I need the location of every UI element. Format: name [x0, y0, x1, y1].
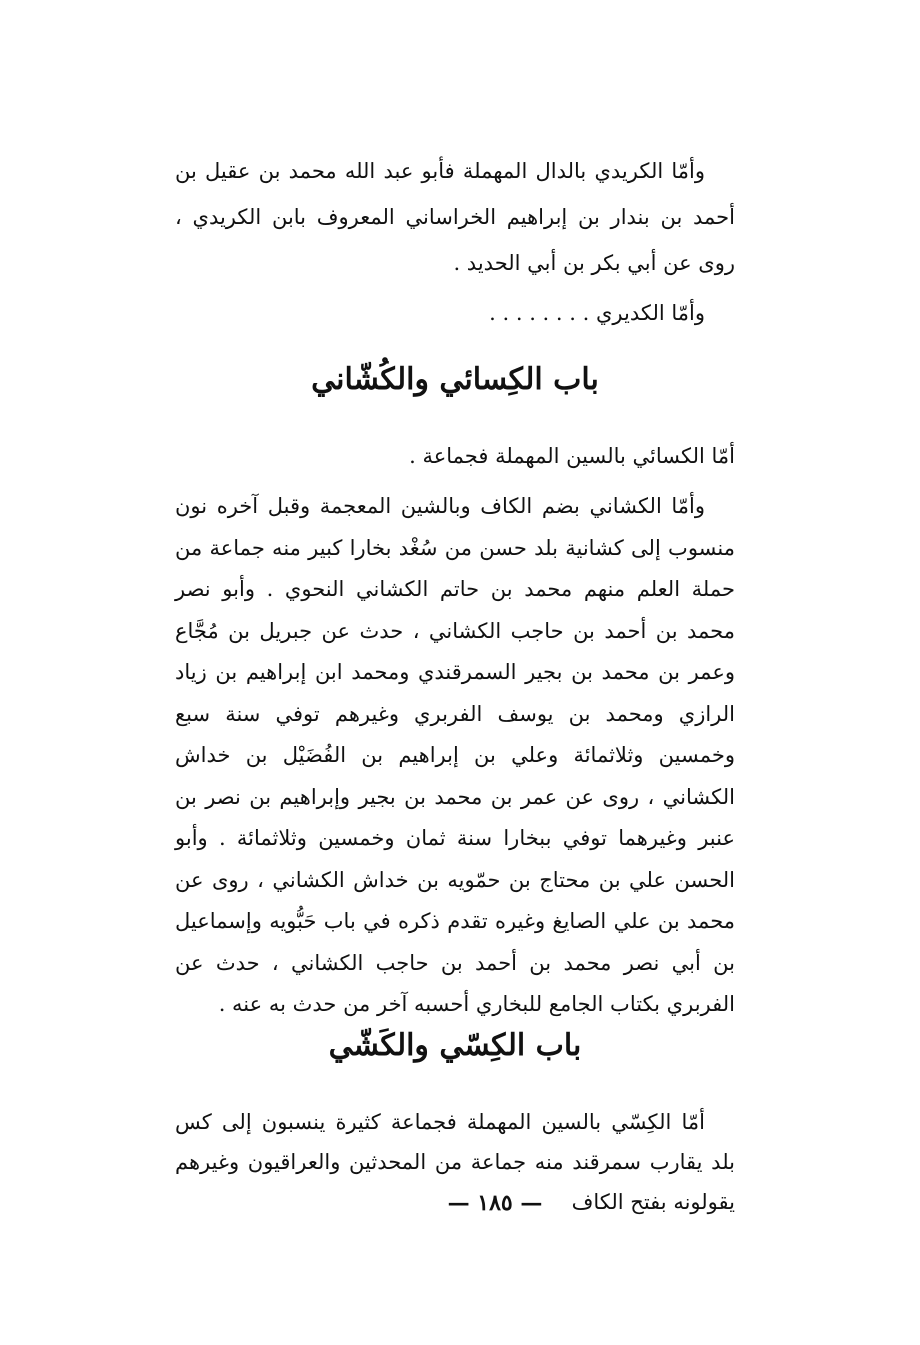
- paragraph-kisai: أمّا الكسائي بالسين المهملة فجماعة .: [409, 444, 735, 468]
- kudayri-text: وأمّا الكديري: [595, 301, 705, 325]
- section-heading-kissi: باب الكِسّي والكَشّي: [328, 1028, 582, 1063]
- top-section: [175, 148, 735, 336]
- section-heading-kisai: باب الكِسائي والكُشّاني: [311, 362, 599, 397]
- paragraph-kudayri: [175, 290, 735, 336]
- paragraph-kissi: أمّا الكِسّي بالسين المهملة فجماعة كثيرة ينسبون إلى كس بلد يقارب سمرقند منه جماعة من المحدثين والعراقيون وغيرهم يقولونه بفتح الكاف: [175, 1110, 735, 1214]
- page-number: — ١٨٥ —: [447, 1190, 543, 1216]
- paragraph-kuraydi: وأمّا الكريدي بالدال المهملة فأبو عبد الله محمد بن عقيل بن أحمد بن بندار بن إبراهيم الخراساني المعروف بابن الكريدي ، روى عن أبي بكر بن أبي الحديد .: [175, 159, 735, 275]
- kushani-section: [175, 486, 735, 1026]
- ellipsis-dots: . . . . . . . .: [489, 301, 590, 325]
- kisai-intro-section: [175, 436, 735, 476]
- paragraph-kushani: وأمّا الكشاني بضم الكاف وبالشين المعجمة وقبل آخره نون منسوب إلى كشانية بلد حسن من سُغْد بخارا كبير منه جماعة من حملة العلم منهم محمد بن حاتم الكشاني النحوي . وأبو نصر محمد بن أحمد بن حاجب الكشاني ، حدث عن جبريل بن مُجَّاع وعمر بن محمد بن بجير السمرقندي ومحمد ابن إبراهيم بن زياد الرازي ومحمد بن يوسف الفربري وغيرهم توفي سنة سبع وخمسين وثلاثمائة وعلي بن إبراهيم بن الفُضَيْل بن خداش الكشاني ، روى عن عمر بن محمد بن بجير وإبراهيم بن نصر بن عنبر وغيرهما توفي ببخارا سنة ثمان وخمسين وثلاثمائة . وأبو الحسن علي بن محتاج بن حمّويه بن خداش الكشاني ، روى عن محمد بن علي الصايغ وغيره تقدم ذكره في باب حَبُّويه وإسماعيل بن أبي نصر محمد بن أحمد بن حاجب الكشاني ، حدث عن الفربري بكتاب الجامع للبخاري أحسبه آخر من حدث به عنه .: [175, 494, 735, 1016]
